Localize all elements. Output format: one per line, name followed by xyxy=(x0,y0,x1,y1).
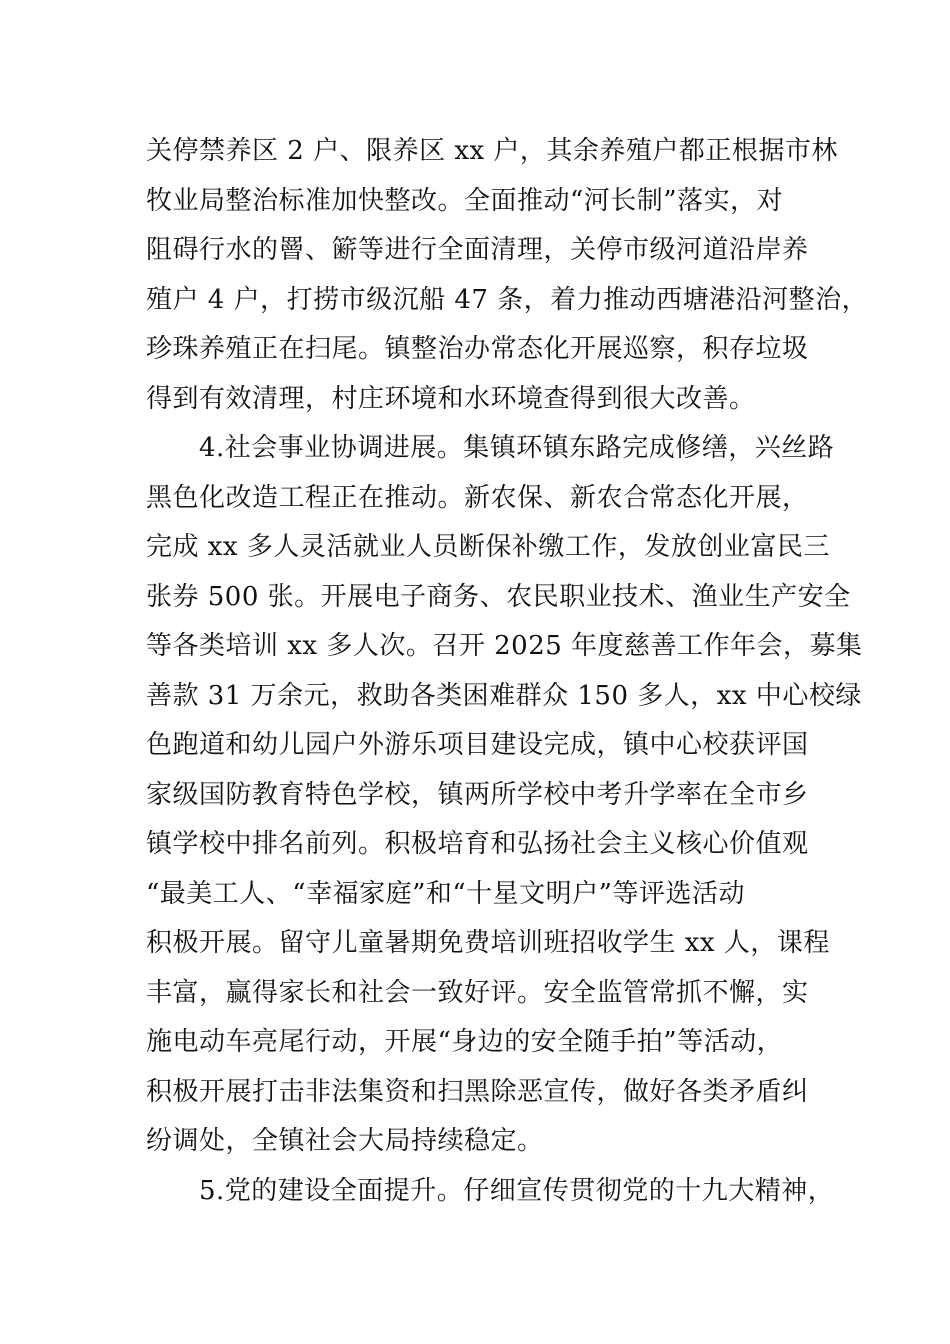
text-line: 积极开展。留守儿童暑期免费培训班招收学生 xx 人，课程 xyxy=(146,928,830,958)
text-line: 殖户 4 户，打捞市级沉船 47 条，着力推动西塘港沿河整治， xyxy=(146,284,869,315)
text-line: 家级国防教育特色学校，镇两所学校中考升学率在全市乡 xyxy=(146,779,809,810)
text-line: 珍珠养殖正在扫尾。镇整治办常态化开展巡察，积存垃圾 xyxy=(146,334,809,364)
document-body xyxy=(146,127,869,1216)
text-line: 善款 31 万余元，救助各类困难群众 150 多人，xx 中心校绿 xyxy=(146,680,862,711)
text-line: 得到有效清理，村庄环境和水环境查得到很大改善。 xyxy=(146,383,756,414)
text-line: 施电动车亮尾行动，开展“身边的安全随手拍”等活动， xyxy=(146,1027,784,1057)
text-line: 5.党的建设全面提升。仔细宣传贯彻党的十九大精神， xyxy=(146,1175,835,1206)
paragraph-party-building xyxy=(146,1167,835,1217)
text-line: 牧业局整治标准加快整改。全面推动“河长制”落实，对 xyxy=(146,185,784,216)
text-line: 4.社会事业协调进展。集镇环镇东路完成修缮，兴丝路 xyxy=(146,433,835,463)
text-line: 镇学校中排名前列。积极培育和弘扬社会主义核心价值观 xyxy=(146,829,809,859)
text-line: 阻碍行水的罾、簖等进行全面清理，关停市级河道沿岸养 xyxy=(146,235,809,265)
text-line: “最美工人、“幸福家庭”和“十星文明户”等评选活动 xyxy=(146,878,745,909)
paragraph-social-affairs xyxy=(146,424,863,1167)
text-line: 积极开展打击非法集资和扫黑除恶宣传，做好各类矛盾纠 xyxy=(146,1076,809,1107)
text-line: 完成 xx 多人灵活就业人员断保补缴工作，发放创业富民三 xyxy=(146,532,830,562)
text-line: 纷调处，全镇社会大局持续稳定。 xyxy=(146,1126,544,1156)
text-line: 黑色化改造工程正在推动。新农保、新农合常态化开展， xyxy=(146,482,809,513)
paragraph-continuation xyxy=(146,127,869,424)
text-line: 丰富，赢得家长和社会一致好评。安全监管常抓不懈，实 xyxy=(146,977,809,1008)
text-line: 关停禁养区 2 户、限养区 xx 户，其余养殖户都正根据市林 xyxy=(146,136,838,166)
text-line: 等各类培训 xx 多人次。召开 2025 年度慈善工作年会，募集 xyxy=(146,631,863,661)
text-line: 色跑道和幼儿园户外游乐项目建设完成，镇中心校获评国 xyxy=(146,730,809,760)
text-line: 张券 500 张。开展电子商务、农民职业技术、渔业生产安全 xyxy=(146,581,851,612)
